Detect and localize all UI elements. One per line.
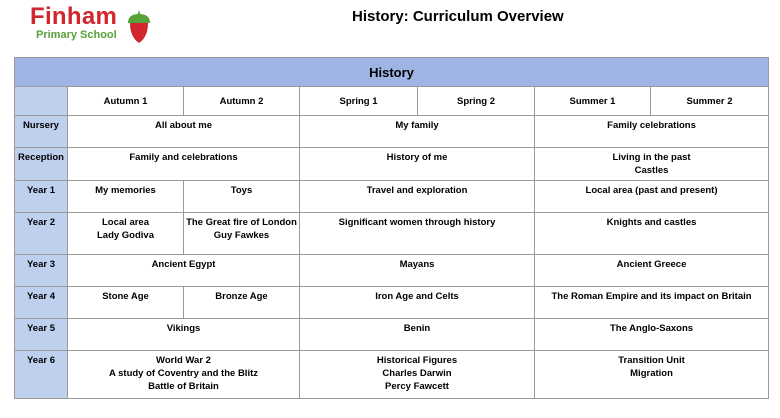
topic-line: World War 2 <box>156 355 211 366</box>
topic-cell <box>300 116 535 148</box>
table-row <box>15 181 769 213</box>
topic-line: Percy Fawcett <box>385 381 449 392</box>
topic-line: Mayans <box>399 259 435 270</box>
topic-line: Local area (past and present) <box>585 185 718 196</box>
topic-line: Ancient Egypt <box>151 259 216 270</box>
year-label: Year 5 <box>15 319 68 351</box>
topic-cell <box>535 181 769 213</box>
topic-line: A study of Coventry and the Blitz <box>108 368 259 379</box>
page-title: History: Curriculum Overview <box>352 8 564 25</box>
topic-line: Local area <box>102 217 149 228</box>
topic-line: Castles <box>634 165 669 176</box>
year-label: Reception <box>15 148 68 181</box>
topic-line: My family <box>395 120 439 131</box>
topic-line: The Anglo-Saxons <box>609 323 694 334</box>
topic-line: Family and celebrations <box>129 152 238 163</box>
topic-cell <box>300 255 535 287</box>
topic-line: Toys <box>230 185 253 196</box>
topic-line: Living in the past <box>612 152 691 163</box>
topic-cell <box>535 351 769 399</box>
topic-line: Iron Age and Celts <box>375 291 459 302</box>
year-label: Year 2 <box>15 213 68 255</box>
subject-header-row <box>15 58 769 87</box>
logo-school-subtitle: Primary School <box>36 29 117 41</box>
table-row <box>15 116 769 148</box>
topic-line: Stone Age <box>102 291 149 302</box>
topic-cell <box>535 148 769 181</box>
topic-line: Family celebrations <box>607 120 696 131</box>
school-logo <box>30 4 160 44</box>
topic-cell <box>68 116 300 148</box>
table-row <box>15 287 769 319</box>
table-row <box>15 319 769 351</box>
term-header-row <box>15 87 769 116</box>
topic-cell <box>535 213 769 255</box>
topic-line: Knights and castles <box>606 217 697 228</box>
table-row <box>15 351 769 399</box>
topic-cell <box>300 213 535 255</box>
table-row <box>15 148 769 181</box>
topic-cell <box>535 255 769 287</box>
topic-line: My memories <box>95 185 156 196</box>
topic-cell <box>68 181 184 213</box>
topic-cell <box>300 287 535 319</box>
topic-cell <box>535 319 769 351</box>
acorn-icon <box>126 9 152 45</box>
topic-line: Bronze Age <box>215 291 268 302</box>
topic-cell <box>535 287 769 319</box>
topic-cell <box>300 148 535 181</box>
topic-line: The Great fire of London <box>186 217 297 228</box>
topic-cell <box>68 287 184 319</box>
curriculum-table <box>14 57 769 399</box>
topic-cell <box>184 287 300 319</box>
topic-line: All about me <box>154 120 212 131</box>
table-row <box>15 213 769 255</box>
topic-line: Guy Fawkes <box>213 230 270 241</box>
topic-line: Ancient Greece <box>616 259 687 270</box>
term-header: Spring 1 <box>300 87 418 116</box>
corner-cell <box>15 87 68 116</box>
topic-line: Migration <box>630 368 673 379</box>
topic-cell <box>68 255 300 287</box>
topic-cell <box>300 181 535 213</box>
term-header: Autumn 2 <box>184 87 300 116</box>
topic-cell <box>68 351 300 399</box>
topic-line: History of me <box>386 152 448 163</box>
year-label: Year 1 <box>15 181 68 213</box>
topic-cell <box>184 213 300 255</box>
term-header: Summer 2 <box>651 87 769 116</box>
topic-cell <box>68 213 184 255</box>
topic-cell <box>300 351 535 399</box>
year-label: Nursery <box>15 116 68 148</box>
topic-line: Significant women through history <box>338 217 496 228</box>
topic-line: The Roman Empire and its impact on Britain <box>551 291 752 302</box>
topic-line: Travel and exploration <box>366 185 468 196</box>
logo-school-name: Finham <box>30 3 118 30</box>
term-header: Autumn 1 <box>68 87 184 116</box>
topic-cell <box>300 319 535 351</box>
term-header: Spring 2 <box>418 87 535 116</box>
topic-line: Historical Figures <box>376 355 458 366</box>
topic-line: Vikings <box>166 323 201 334</box>
topic-line: Transition Unit <box>618 355 685 366</box>
topic-line: Battle of Britain <box>148 381 219 392</box>
term-header: Summer 1 <box>535 87 651 116</box>
year-label: Year 6 <box>15 351 68 399</box>
subject-header: History <box>15 58 769 87</box>
topic-cell <box>184 181 300 213</box>
topic-line: Charles Darwin <box>382 368 452 379</box>
topic-cell <box>68 148 300 181</box>
year-label: Year 3 <box>15 255 68 287</box>
table-row <box>15 255 769 287</box>
year-label: Year 4 <box>15 287 68 319</box>
topic-line: Lady Godiva <box>96 230 154 241</box>
topic-cell <box>535 116 769 148</box>
topic-cell <box>68 319 300 351</box>
topic-line: Benin <box>403 323 431 334</box>
